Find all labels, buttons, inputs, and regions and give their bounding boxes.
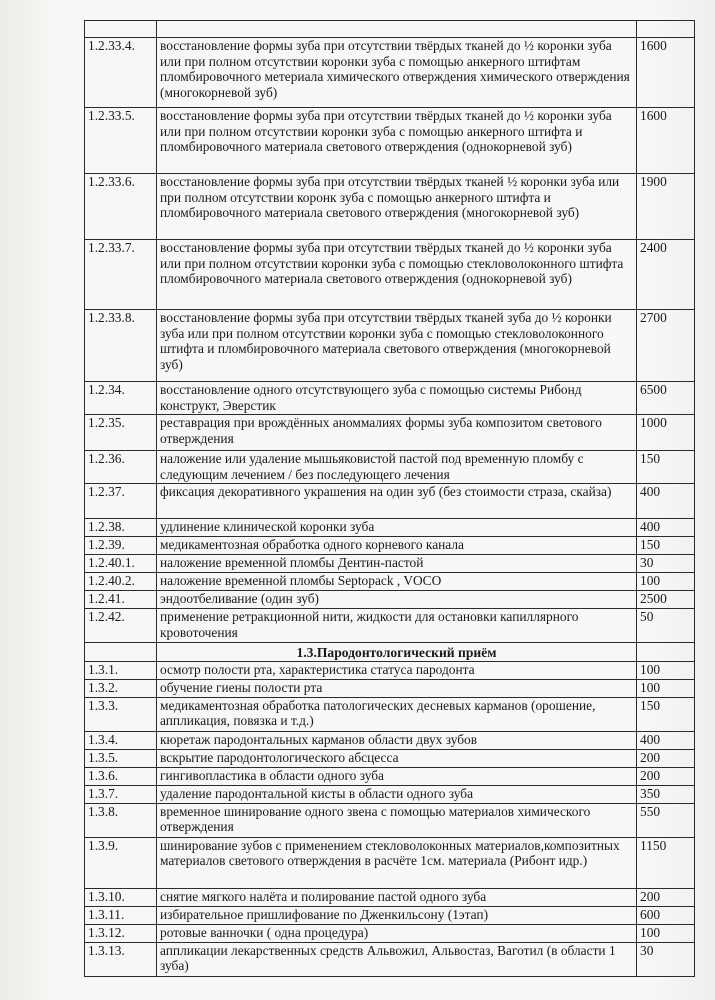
description-cell: наложение временной пломбы Дентин-пастой [157, 555, 637, 573]
description-cell: осмотр полости рта, характеристика статуса пародонта [157, 661, 637, 679]
description-cell: реставрация при врождённых аноммалиях формы зуба композитом светового отверждения [157, 415, 637, 451]
price-cell: 100 [637, 679, 695, 697]
table-row [85, 38, 695, 108]
price-cell: 6500 [637, 382, 695, 415]
description-cell: удлинение клинической коронки зуба [157, 519, 637, 537]
price-cell: 2700 [637, 310, 695, 382]
code-cell: 1.2.42. [85, 609, 157, 643]
code-cell: 1.2.40.2. [85, 573, 157, 591]
description-cell: гингивопластика в области одного зуба [157, 767, 637, 785]
price-cell: 400 [637, 519, 695, 537]
code-cell: 1.3.13. [85, 942, 157, 976]
price-cell: 550 [637, 803, 695, 837]
table-row [85, 108, 695, 174]
description-cell: кюретаж пародонтальных карманов области двух зубов [157, 731, 637, 749]
code-cell: 1.3.9. [85, 837, 157, 888]
price-cell: 400 [637, 484, 695, 519]
table-row [85, 484, 695, 519]
price-cell: 100 [637, 924, 695, 942]
price-cell: 100 [637, 661, 695, 679]
table-row [85, 555, 695, 573]
price-cell: 2400 [637, 240, 695, 310]
code-cell: 1.2.37. [85, 484, 157, 519]
price-cell: 600 [637, 906, 695, 924]
code-cell: 1.3.8. [85, 803, 157, 837]
table-row [85, 174, 695, 240]
description-cell: фиксация декоративного украшения на один зуб (без стоимости страза, скайза) [157, 484, 637, 519]
price-cell: 100 [637, 573, 695, 591]
price-cell: 1900 [637, 174, 695, 240]
code-cell: 1.3.1. [85, 661, 157, 679]
table-row [85, 661, 695, 679]
price-cell: 50 [637, 609, 695, 643]
price-cell: 400 [637, 731, 695, 749]
description-cell: временное шинирование одного звена с помощью материалов химического отверждения [157, 803, 637, 837]
table-row [85, 415, 695, 451]
price-cell: 150 [637, 537, 695, 555]
code-cell [85, 21, 157, 38]
table-row [85, 609, 695, 643]
price-table [84, 20, 695, 977]
code-cell: 1.2.33.5. [85, 108, 157, 174]
description-cell: шинирование зубов с применением стекловолоконных материалов,композитных материалов светового отверждения в расчёте 1см. материала (Рибонт идр.) [157, 837, 637, 888]
section-title: 1.3.Пародонтологический приём [157, 643, 637, 662]
price-cell: 30 [637, 555, 695, 573]
price-cell [637, 21, 695, 38]
table-row [85, 942, 695, 976]
price-cell: 2500 [637, 591, 695, 609]
code-cell: 1.2.38. [85, 519, 157, 537]
description-cell: эндоотбеливание (один зуб) [157, 591, 637, 609]
price-cell: 150 [637, 451, 695, 484]
code-cell: 1.2.40.1. [85, 555, 157, 573]
code-cell: 1.2.33.6. [85, 174, 157, 240]
table-row [85, 749, 695, 767]
table-row [85, 697, 695, 731]
description-cell: наложение или удаление мышьяковистой пастой под временную пломбу с следующим лечением / без последующего лечения [157, 451, 637, 484]
description-cell: аппликации лекарственных средств Альвожил, Альвостаз, Ваготил (в области 1 зуба) [157, 942, 637, 976]
table-row [85, 519, 695, 537]
price-cell: 1600 [637, 38, 695, 108]
description-cell: удаление пародонтальной кисты в области одного зуба [157, 785, 637, 803]
price-cell: 1150 [637, 837, 695, 888]
description-cell: медикаментозная обработка патологических десневых карманов (орошение, аппликация, повязка и т.д.) [157, 697, 637, 731]
table-row [85, 803, 695, 837]
table-row [85, 451, 695, 484]
price-cell: 1600 [637, 108, 695, 174]
code-cell: 1.2.39. [85, 537, 157, 555]
description-cell: вскрытие пародонтологического абсцесса [157, 749, 637, 767]
table-row [85, 767, 695, 785]
table-top-empty-row [85, 21, 695, 38]
code-cell: 1.3.6. [85, 767, 157, 785]
table-row [85, 537, 695, 555]
description-cell: восстановление одного отсутствующего зуба с помощью системы Рибонд конструкт, Эверстик [157, 382, 637, 415]
code-cell: 1.3.11. [85, 906, 157, 924]
code-cell: 1.2.41. [85, 591, 157, 609]
price-cell: 200 [637, 888, 695, 906]
description-cell: восстановление формы зуба при отсутствии твёрдых тканей до ½ коронки зуба или при полном отсутствии коронки зуба с помощью анкерного штифта и пломбировочного материала светового отверждения (однокорневой зуб) [157, 108, 637, 174]
table-row [85, 924, 695, 942]
description-cell: обучение гиены полости рта [157, 679, 637, 697]
table-row [85, 888, 695, 906]
price-cell [637, 643, 695, 662]
code-cell: 1.2.34. [85, 382, 157, 415]
code-cell: 1.2.33.4. [85, 38, 157, 108]
code-cell: 1.3.5. [85, 749, 157, 767]
description-cell: применение ретракционной нити, жидкости для остановки капиллярного кровоточения [157, 609, 637, 643]
description-cell: восстановление формы зуба при отсутствии твёрдых тканей до ½ коронки зуба или при полном отсутствии коронки зуба с помощью стекловолоконного штифта пломбировочного материала светового отверждения (однокорневой зуб) [157, 240, 637, 310]
section-header-row [85, 643, 695, 662]
code-cell: 1.2.36. [85, 451, 157, 484]
table-row [85, 906, 695, 924]
table-row [85, 731, 695, 749]
price-cell: 350 [637, 785, 695, 803]
price-cell: 30 [637, 942, 695, 976]
table-row [85, 837, 695, 888]
code-cell: 1.2.33.7. [85, 240, 157, 310]
table-row [85, 785, 695, 803]
description-cell: восстановление формы зуба при отсутствии твёрдых тканей зуба до ½ коронки зуба или при полном отсутствии коронки зуба с помощью стекловолоконного штифта и пломбировочного материала светового отверждения (многокорневой зуб) [157, 310, 637, 382]
code-cell: 1.3.4. [85, 731, 157, 749]
description-cell: наложение временной пломбы Septopack , VOCO [157, 573, 637, 591]
description-cell: восстановление формы зуба при отсутствии твёрдых тканей до ½ коронки зуба или при полном отсутствии коронки зуба с помощью анкерного штифтам пломбировочного метериала химического отверждения химического отверждения (многокорневой зуб) [157, 38, 637, 108]
table-row [85, 382, 695, 415]
code-cell: 1.3.3. [85, 697, 157, 731]
table-row [85, 310, 695, 382]
table-row [85, 591, 695, 609]
code-cell: 1.2.35. [85, 415, 157, 451]
table-row [85, 573, 695, 591]
code-cell: 1.3.7. [85, 785, 157, 803]
description-cell: восстановление формы зуба при отсутствии твёрдых тканей ½ коронки зуба или при полном отсутствии коронк зуба с помощью анкерного штифта и пломбировочного материала светового отверждения (многокорневой зуб) [157, 174, 637, 240]
description-cell: ротовые ванночки ( одна процедура) [157, 924, 637, 942]
table-row [85, 679, 695, 697]
code-cell: 1.3.12. [85, 924, 157, 942]
code-cell: 1.3.10. [85, 888, 157, 906]
code-cell [85, 643, 157, 662]
price-cell: 200 [637, 749, 695, 767]
price-cell: 1000 [637, 415, 695, 451]
code-cell: 1.3.2. [85, 679, 157, 697]
table-row [85, 240, 695, 310]
price-cell: 150 [637, 697, 695, 731]
code-cell: 1.2.33.8. [85, 310, 157, 382]
price-cell: 200 [637, 767, 695, 785]
description-cell [157, 21, 637, 38]
description-cell: снятие мягкого налёта и полирование пастой одного зуба [157, 888, 637, 906]
price-table-body [85, 21, 695, 977]
description-cell: медикаментозная обработка одного корневого канала [157, 537, 637, 555]
description-cell: избирательное пришлифование по Дженкильсону (1этап) [157, 906, 637, 924]
